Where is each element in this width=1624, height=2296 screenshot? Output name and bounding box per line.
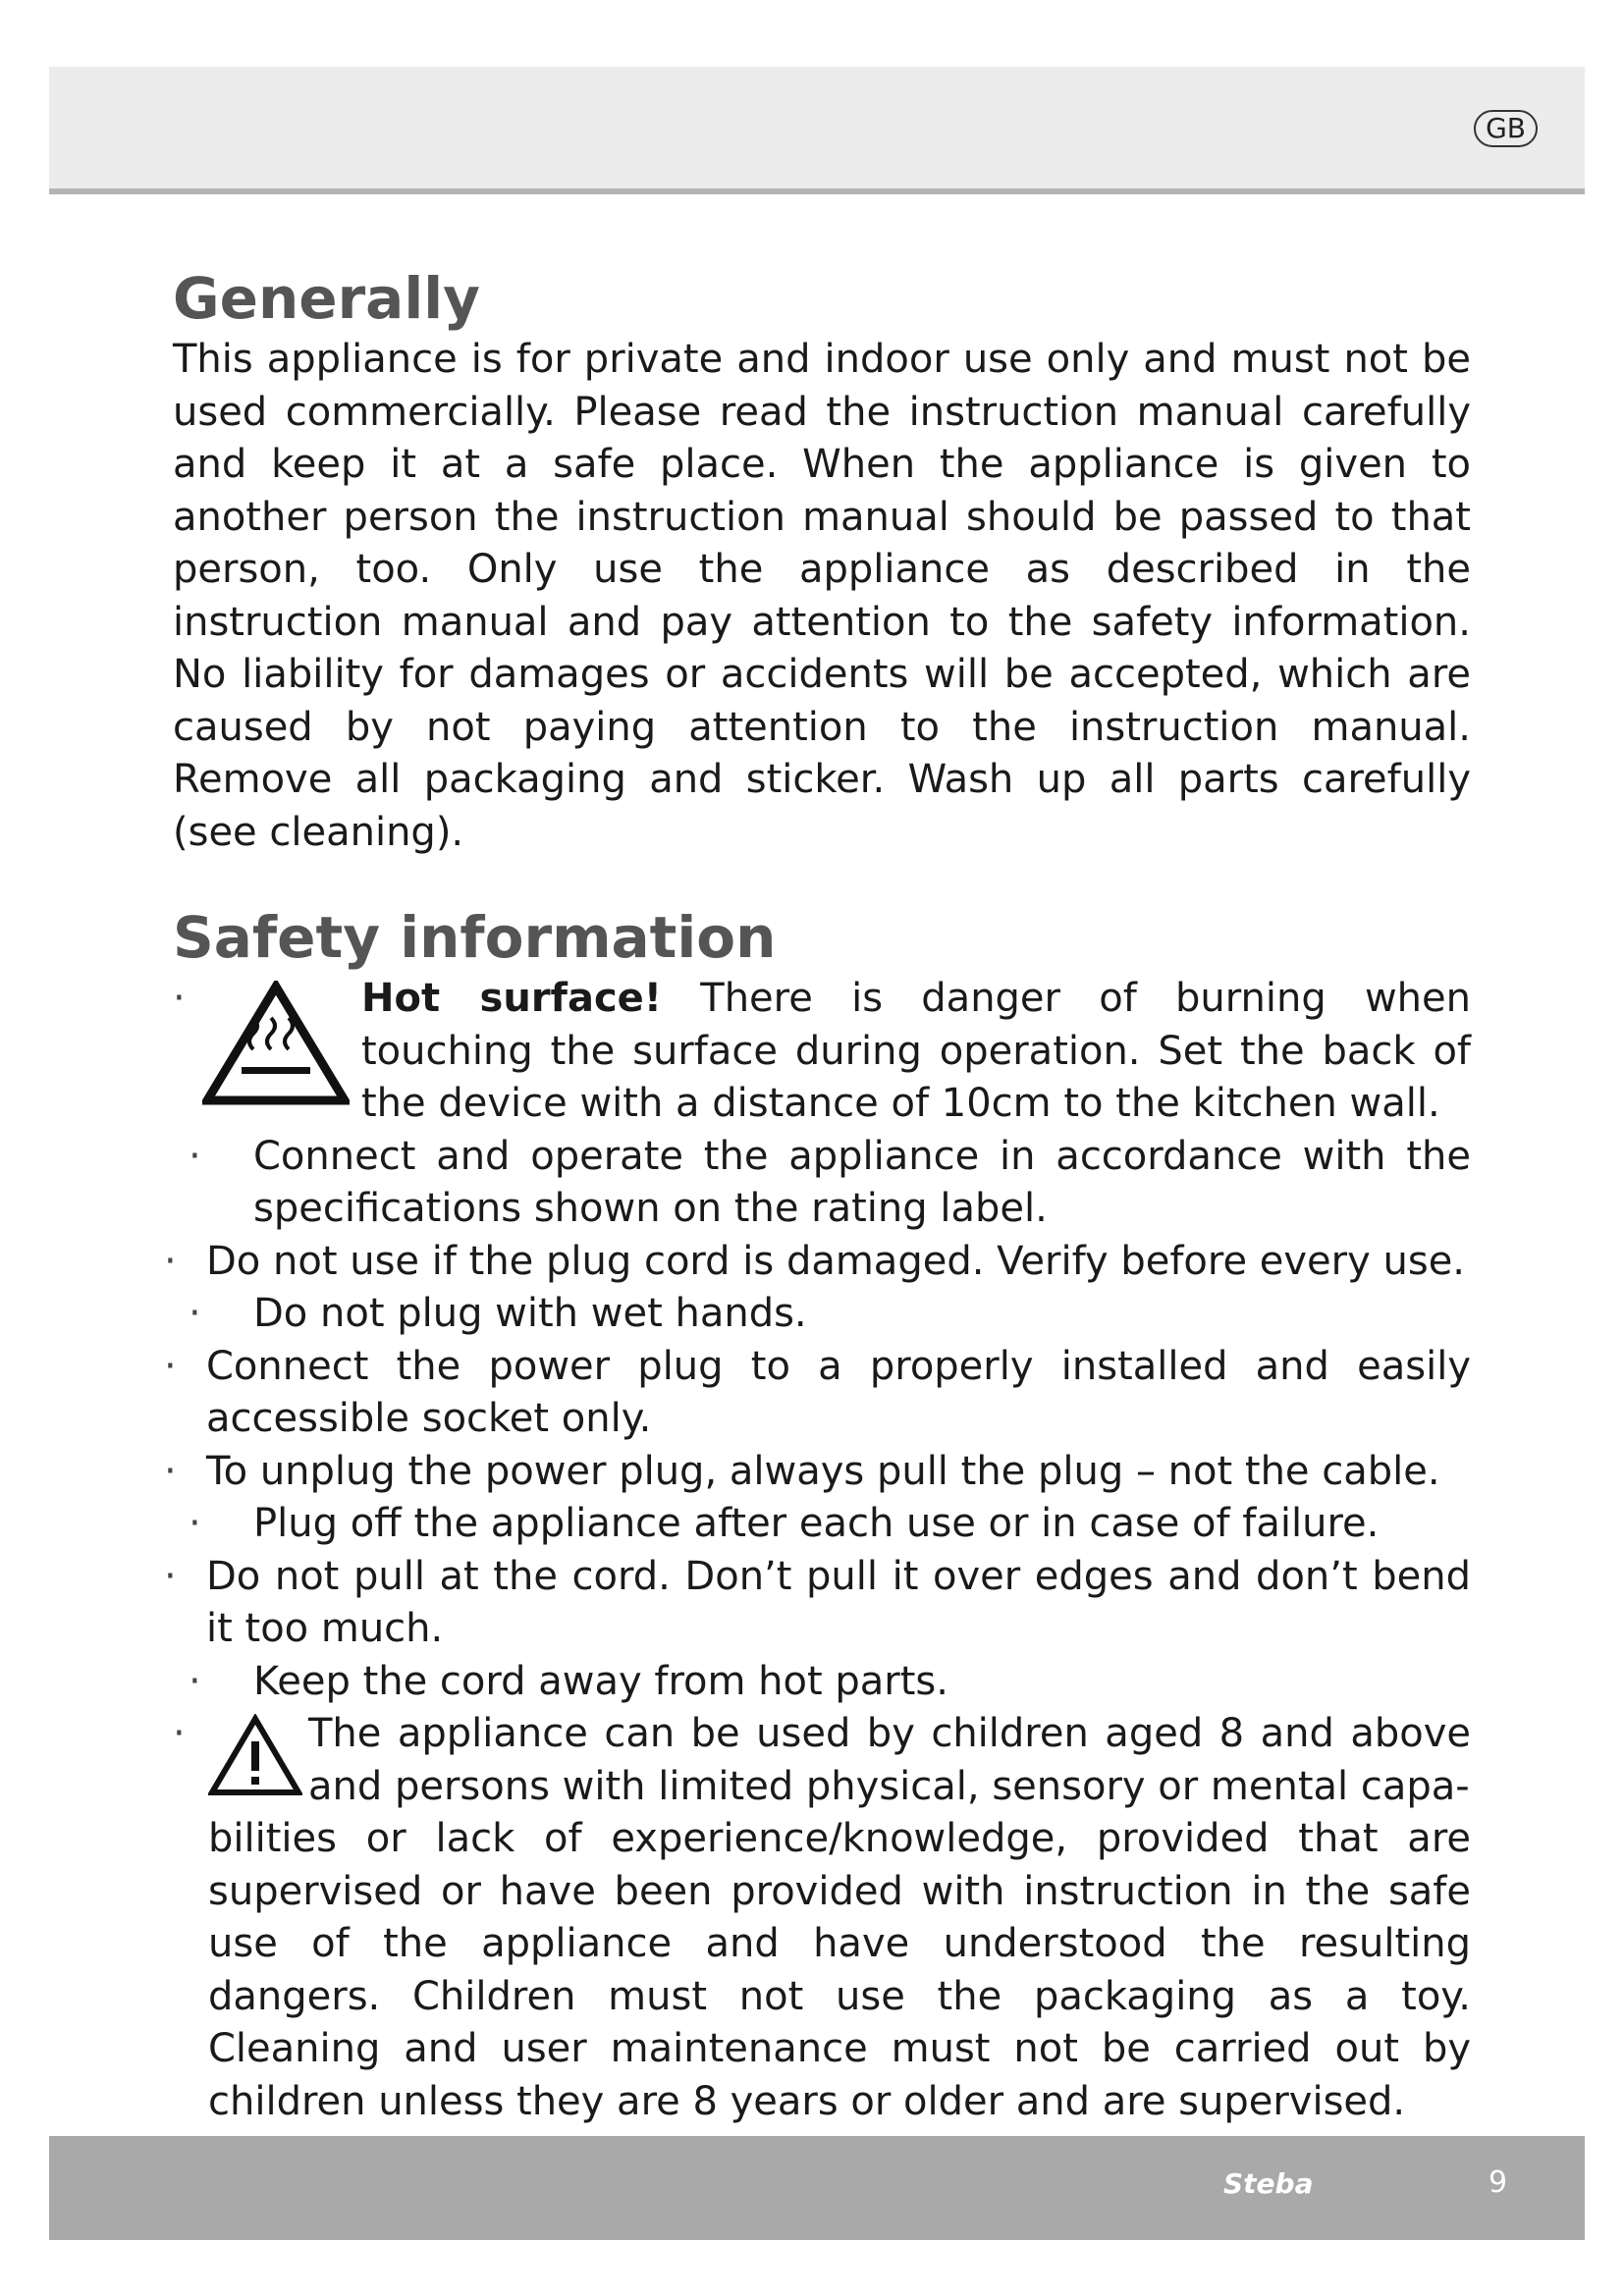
bullet-dot: · (164, 1238, 177, 1284)
list-item (173, 1131, 1471, 1236)
bullet-dot: · (164, 1343, 177, 1389)
list-item (164, 1446, 1471, 1499)
list-item (173, 1288, 1471, 1341)
bullet-dot: · (189, 1658, 201, 1704)
page-number: 9 (1489, 2165, 1508, 2200)
bullet-dot: · (164, 1553, 177, 1599)
language-badge: GB (1474, 110, 1538, 147)
list-item (164, 1551, 1471, 1656)
safety-section (164, 902, 1471, 2128)
section-title-generally: Generally (173, 265, 480, 332)
bullet-text: Plug off the appliance after each use or in case of failure. (253, 1501, 1380, 1546)
bullet-text: To unplug the power plug, always pull the plug – not the cable. (206, 1448, 1440, 1494)
header-band (49, 67, 1585, 194)
hot-surface-lead: Hot surface! (361, 976, 663, 1021)
page-content (164, 263, 1471, 2128)
children-warning (173, 1708, 1471, 2128)
children-warning-first-lines: The appliance can be used by children aged 8 and above and persons with limited physical, sensory or mental capa- (308, 1711, 1471, 1809)
list-item (173, 1656, 1471, 1709)
footer-band (49, 2136, 1585, 2240)
children-warning-rest: bilities or lack of experience/knowledge, provided that are supervised or have been provided with instruction in the safe use of the appliance and have understood the resulting dangers. Children must not use the packaging as a toy. Cleaning and user maintenance must not be carried out by children unless they are 8 years or older and are supervised. (208, 1816, 1471, 2124)
steba-logo (1223, 2167, 1380, 2203)
bullet-dot: · (173, 976, 186, 1021)
bullet-text: Connect and operate the appliance in accordance with the specifications shown on the rating label. (253, 1133, 1471, 1231)
section-title-safety: Safety information (173, 904, 777, 971)
bullet-text: Keep the cord away from hot parts. (253, 1658, 948, 1704)
caution-icon (208, 1714, 302, 1798)
svg-text:Steba: Steba (1223, 2167, 1314, 2200)
list-item (164, 1236, 1471, 1289)
bullet-dot: · (189, 1133, 201, 1179)
generally-paragraph: This appliance is for private and indoor use only and must not be used commercially. Please read the instruction manual carefully and keep it at a safe place. When the appliance is given to another person the instruction manual should be passed to that person, too. Only use the appliance as described in the instruction manual and pay attention to the safety information. No liability for damages or accidents will be accepted, which are caused by not paying attention to the instruction manual. Remove all packaging and sticker. Wash up all parts carefully (see cleaning). (173, 337, 1471, 855)
bullet-dot: · (164, 1448, 177, 1494)
bullet-text: Do not use if the plug cord is damaged. Verify before every use. (206, 1238, 1466, 1284)
bullet-text: Connect the power plug to a properly installed and easily accessible socket only. (206, 1343, 1471, 1441)
bullet-text: Do not plug with wet hands. (253, 1291, 807, 1336)
hot-surface-text (173, 973, 1471, 1131)
hot-surface-body: There is danger of burning when touching the surface during operation. Set the back of the device with a distance of 10cm to the kitchen wall. (361, 976, 1471, 1126)
bullet-dot: · (189, 1501, 201, 1546)
bullet-dot: · (189, 1291, 201, 1336)
list-item (173, 1498, 1471, 1551)
bullet-text: Do not pull at the cord. Don’t pull it over edges and don’t bend it too much. (206, 1553, 1471, 1651)
hot-surface-icon (202, 981, 350, 1106)
bullet-dot: · (173, 1711, 186, 1756)
hot-surface-warning (173, 973, 1471, 1131)
list-item (164, 1341, 1471, 1446)
